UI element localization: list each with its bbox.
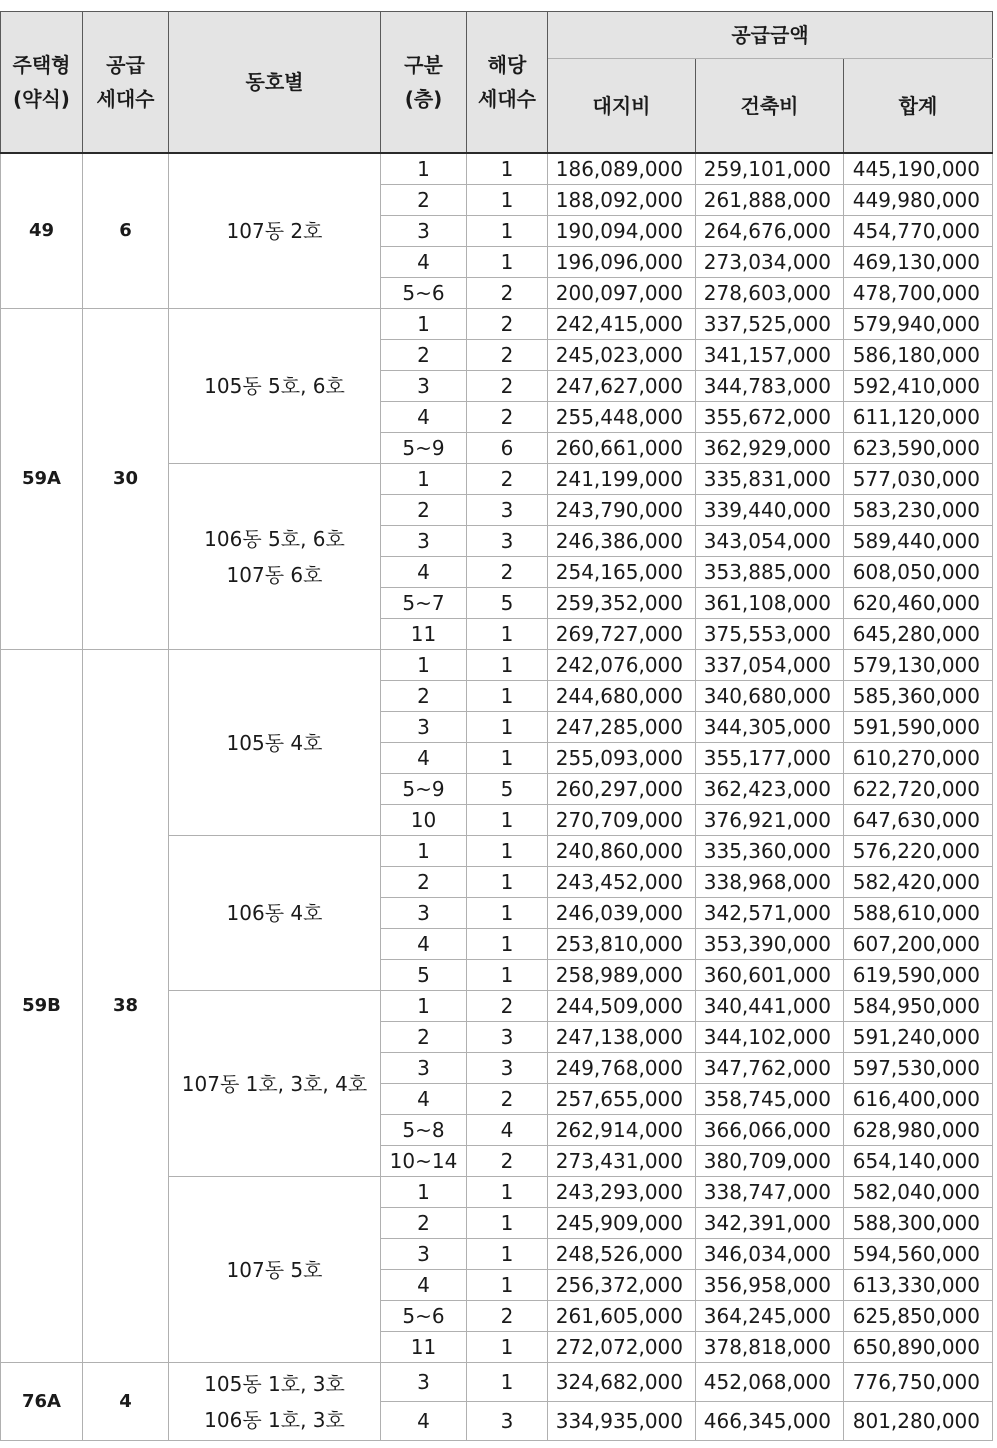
applicable-units-cell: 1 [467,1177,548,1208]
total-cost-cell: 645,280,000 [844,619,993,650]
applicable-units-cell: 2 [467,557,548,588]
floor-cell: 11 [381,1332,467,1363]
floor-cell: 4 [381,929,467,960]
total-cost-cell: 613,330,000 [844,1270,993,1301]
building-unit-label: 107동 1호, 3호, 4호 [181,1071,368,1096]
land-cost-cell: 272,072,000 [548,1332,696,1363]
floor-cell: 3 [381,216,467,247]
land-cost-cell: 244,509,000 [548,991,696,1022]
land-cost-cell: 248,526,000 [548,1239,696,1270]
building-unit-cell [169,1177,381,1363]
applicable-units-cell: 2 [467,309,548,340]
header-supply-amount: 공급금액 [548,12,993,59]
land-cost-cell: 254,165,000 [548,557,696,588]
applicable-units-cell: 6 [467,433,548,464]
supply-units-cell: 4 [83,1363,169,1441]
total-cost-cell: 628,980,000 [844,1115,993,1146]
land-cost-cell: 241,199,000 [548,464,696,495]
header-floor: 구분 (층) [381,12,467,154]
total-cost-cell: 589,440,000 [844,526,993,557]
land-cost-cell: 246,039,000 [548,898,696,929]
floor-cell: 5~8 [381,1115,467,1146]
building-unit-label: 107동 5호 [226,1257,323,1282]
header-applicable-units: 해당 세대수 [467,12,548,154]
construction-cost-cell: 366,066,000 [696,1115,844,1146]
applicable-units-cell: 1 [467,898,548,929]
land-cost-cell: 200,097,000 [548,278,696,309]
construction-cost-cell: 376,921,000 [696,805,844,836]
construction-cost-cell: 259,101,000 [696,153,844,185]
floor-cell: 4 [381,743,467,774]
applicable-units-cell: 5 [467,588,548,619]
floor-cell: 3 [381,1239,467,1270]
construction-cost-cell: 337,054,000 [696,650,844,681]
land-cost-cell: 270,709,000 [548,805,696,836]
total-cost-cell: 654,140,000 [844,1146,993,1177]
applicable-units-cell: 1 [467,650,548,681]
construction-cost-cell: 361,108,000 [696,588,844,619]
applicable-units-cell: 1 [467,867,548,898]
land-cost-cell: 269,727,000 [548,619,696,650]
floor-cell: 11 [381,619,467,650]
construction-cost-cell: 344,102,000 [696,1022,844,1053]
housing-type-cell: 49 [1,153,83,309]
supply-units-cell: 38 [83,650,169,1363]
total-cost-cell: 588,610,000 [844,898,993,929]
total-cost-cell: 622,720,000 [844,774,993,805]
applicable-units-cell: 4 [467,1115,548,1146]
applicable-units-cell: 2 [467,402,548,433]
floor-cell: 1 [381,464,467,495]
building-unit-label: 105동 1호, 3호 [204,1371,345,1396]
applicable-units-cell: 3 [467,1022,548,1053]
applicable-units-cell: 1 [467,805,548,836]
total-cost-cell: 608,050,000 [844,557,993,588]
floor-cell: 5~6 [381,1301,467,1332]
table-row [1,153,993,185]
land-cost-cell: 240,860,000 [548,836,696,867]
total-cost-cell: 585,360,000 [844,681,993,712]
total-cost-cell: 620,460,000 [844,588,993,619]
total-cost-cell: 445,190,000 [844,153,993,185]
construction-cost-cell: 356,958,000 [696,1270,844,1301]
header-land-cost: 대지비 [548,59,696,154]
total-cost-cell: 586,180,000 [844,340,993,371]
construction-cost-cell: 335,831,000 [696,464,844,495]
total-cost-cell: 584,950,000 [844,991,993,1022]
total-cost-cell: 583,230,000 [844,495,993,526]
applicable-units-cell: 1 [467,743,548,774]
land-cost-cell: 334,935,000 [548,1402,696,1441]
building-unit-label: 107동 6호 [226,562,323,587]
construction-cost-cell: 342,571,000 [696,898,844,929]
construction-cost-cell: 364,245,000 [696,1301,844,1332]
land-cost-cell: 273,431,000 [548,1146,696,1177]
building-unit-cell [169,309,381,464]
land-cost-cell: 190,094,000 [548,216,696,247]
land-cost-cell: 259,352,000 [548,588,696,619]
floor-cell: 4 [381,1084,467,1115]
total-cost-cell: 607,200,000 [844,929,993,960]
construction-cost-cell: 337,525,000 [696,309,844,340]
applicable-units-cell: 5 [467,774,548,805]
construction-cost-cell: 264,676,000 [696,216,844,247]
building-unit-cell [169,153,381,309]
applicable-units-cell: 3 [467,526,548,557]
applicable-units-cell: 1 [467,1363,548,1402]
land-cost-cell: 196,096,000 [548,247,696,278]
applicable-units-cell: 1 [467,960,548,991]
construction-cost-cell: 339,440,000 [696,495,844,526]
land-cost-cell: 256,372,000 [548,1270,696,1301]
applicable-units-cell: 1 [467,681,548,712]
construction-cost-cell: 347,762,000 [696,1053,844,1084]
total-cost-cell: 577,030,000 [844,464,993,495]
construction-cost-cell: 452,068,000 [696,1363,844,1402]
total-cost-cell: 579,940,000 [844,309,993,340]
construction-cost-cell: 360,601,000 [696,960,844,991]
table-row [1,650,993,681]
applicable-units-cell: 1 [467,1208,548,1239]
total-cost-cell: 616,400,000 [844,1084,993,1115]
floor-cell: 1 [381,991,467,1022]
construction-cost-cell: 353,885,000 [696,557,844,588]
construction-cost-cell: 343,054,000 [696,526,844,557]
building-unit-label: 105동 5호, 6호 [204,374,345,398]
total-cost-cell: 801,280,000 [844,1402,993,1441]
land-cost-cell: 258,989,000 [548,960,696,991]
construction-cost-cell: 273,034,000 [696,247,844,278]
construction-cost-cell: 340,680,000 [696,681,844,712]
land-cost-cell: 247,138,000 [548,1022,696,1053]
total-cost-cell: 582,420,000 [844,867,993,898]
construction-cost-cell: 353,390,000 [696,929,844,960]
floor-cell: 3 [381,712,467,743]
building-unit-cell [169,991,381,1177]
total-cost-cell: 650,890,000 [844,1332,993,1363]
total-cost-cell: 625,850,000 [844,1301,993,1332]
building-unit-label: 107동 2호 [226,219,323,243]
applicable-units-cell: 2 [467,371,548,402]
floor-cell: 3 [381,898,467,929]
construction-cost-cell: 341,157,000 [696,340,844,371]
total-cost-cell: 579,130,000 [844,650,993,681]
table-row [1,1363,993,1402]
floor-cell: 3 [381,526,467,557]
land-cost-cell: 253,810,000 [548,929,696,960]
total-cost-cell: 576,220,000 [844,836,993,867]
applicable-units-cell: 1 [467,1270,548,1301]
applicable-units-cell: 1 [467,247,548,278]
total-cost-cell: 454,770,000 [844,216,993,247]
total-cost-cell: 591,590,000 [844,712,993,743]
applicable-units-cell: 2 [467,340,548,371]
construction-cost-cell: 362,423,000 [696,774,844,805]
floor-cell: 1 [381,1177,467,1208]
applicable-units-cell: 2 [467,1146,548,1177]
applicable-units-cell: 1 [467,1332,548,1363]
construction-cost-cell: 358,745,000 [696,1084,844,1115]
floor-cell: 10~14 [381,1146,467,1177]
housing-type-cell: 59A [1,309,83,650]
building-unit-cell [169,836,381,991]
construction-cost-cell: 375,553,000 [696,619,844,650]
total-cost-cell: 588,300,000 [844,1208,993,1239]
floor-cell: 4 [381,402,467,433]
land-cost-cell: 255,448,000 [548,402,696,433]
header-building-unit: 동호별 [169,12,381,154]
applicable-units-cell: 2 [467,278,548,309]
total-cost-cell: 623,590,000 [844,433,993,464]
land-cost-cell: 262,914,000 [548,1115,696,1146]
floor-cell: 5~9 [381,774,467,805]
floor-cell: 10 [381,805,467,836]
land-cost-cell: 249,768,000 [548,1053,696,1084]
construction-cost-cell: 466,345,000 [696,1402,844,1441]
total-cost-cell: 478,700,000 [844,278,993,309]
applicable-units-cell: 3 [467,1053,548,1084]
total-cost-cell: 610,270,000 [844,743,993,774]
floor-cell: 5~7 [381,588,467,619]
construction-cost-cell: 346,034,000 [696,1239,844,1270]
land-cost-cell: 242,076,000 [548,650,696,681]
header-housing-type: 주택형 (약식) [1,12,83,154]
total-cost-cell: 647,630,000 [844,805,993,836]
land-cost-cell: 245,023,000 [548,340,696,371]
construction-cost-cell: 278,603,000 [696,278,844,309]
floor-cell: 3 [381,1053,467,1084]
floor-cell: 2 [381,681,467,712]
supply-price-table [0,11,993,1441]
land-cost-cell: 261,605,000 [548,1301,696,1332]
land-cost-cell: 244,680,000 [548,681,696,712]
applicable-units-cell: 1 [467,836,548,867]
land-cost-cell: 243,452,000 [548,867,696,898]
applicable-units-cell: 1 [467,712,548,743]
land-cost-cell: 247,285,000 [548,712,696,743]
building-unit-cell [169,650,381,836]
applicable-units-cell: 2 [467,464,548,495]
total-cost-cell: 597,530,000 [844,1053,993,1084]
building-unit-label: 106동 1호, 3호 [204,1407,345,1432]
floor-cell: 2 [381,1208,467,1239]
floor-cell: 4 [381,1402,467,1441]
housing-type-cell: 76A [1,1363,83,1441]
building-unit-label: 105동 4호 [226,730,323,755]
floor-cell: 1 [381,309,467,340]
construction-cost-cell: 344,305,000 [696,712,844,743]
applicable-units-cell: 1 [467,216,548,247]
floor-cell: 4 [381,557,467,588]
land-cost-cell: 255,093,000 [548,743,696,774]
construction-cost-cell: 338,747,000 [696,1177,844,1208]
applicable-units-cell: 2 [467,991,548,1022]
building-unit-label: 106동 5호, 6호 [204,526,345,551]
construction-cost-cell: 355,672,000 [696,402,844,433]
building-unit-cell [169,464,381,650]
construction-cost-cell: 335,360,000 [696,836,844,867]
floor-cell: 2 [381,867,467,898]
floor-cell: 2 [381,495,467,526]
land-cost-cell: 260,297,000 [548,774,696,805]
applicable-units-cell: 1 [467,1239,548,1270]
floor-cell: 3 [381,1363,467,1402]
total-cost-cell: 591,240,000 [844,1022,993,1053]
construction-cost-cell: 380,709,000 [696,1146,844,1177]
total-cost-cell: 582,040,000 [844,1177,993,1208]
applicable-units-cell: 2 [467,1301,548,1332]
floor-cell: 4 [381,247,467,278]
land-cost-cell: 246,386,000 [548,526,696,557]
floor-cell: 1 [381,836,467,867]
construction-cost-cell: 362,929,000 [696,433,844,464]
applicable-units-cell: 1 [467,185,548,216]
construction-cost-cell: 344,783,000 [696,371,844,402]
applicable-units-cell: 1 [467,929,548,960]
land-cost-cell: 243,293,000 [548,1177,696,1208]
land-cost-cell: 324,682,000 [548,1363,696,1402]
applicable-units-cell: 3 [467,495,548,526]
floor-cell: 1 [381,650,467,681]
header-construction-cost: 건축비 [696,59,844,154]
construction-cost-cell: 378,818,000 [696,1332,844,1363]
land-cost-cell: 247,627,000 [548,371,696,402]
applicable-units-cell: 1 [467,153,548,185]
land-cost-cell: 242,415,000 [548,309,696,340]
total-cost-cell: 776,750,000 [844,1363,993,1402]
total-cost-cell: 594,560,000 [844,1239,993,1270]
construction-cost-cell: 340,441,000 [696,991,844,1022]
housing-type-cell: 59B [1,650,83,1363]
total-cost-cell: 619,590,000 [844,960,993,991]
construction-cost-cell: 342,391,000 [696,1208,844,1239]
total-cost-cell: 611,120,000 [844,402,993,433]
header-supply-units: 공급 세대수 [83,12,169,154]
applicable-units-cell: 1 [467,619,548,650]
land-cost-cell: 260,661,000 [548,433,696,464]
floor-cell: 2 [381,340,467,371]
building-unit-cell [169,1363,381,1441]
total-cost-cell: 592,410,000 [844,371,993,402]
land-cost-cell: 186,089,000 [548,153,696,185]
land-cost-cell: 188,092,000 [548,185,696,216]
building-unit-label: 106동 4호 [226,901,323,925]
land-cost-cell: 245,909,000 [548,1208,696,1239]
floor-cell: 3 [381,371,467,402]
construction-cost-cell: 355,177,000 [696,743,844,774]
floor-cell: 5 [381,960,467,991]
land-cost-cell: 257,655,000 [548,1084,696,1115]
floor-cell: 2 [381,1022,467,1053]
floor-cell: 1 [381,153,467,185]
construction-cost-cell: 338,968,000 [696,867,844,898]
supply-units-cell: 6 [83,153,169,309]
total-cost-cell: 449,980,000 [844,185,993,216]
floor-cell: 5~6 [381,278,467,309]
construction-cost-cell: 261,888,000 [696,185,844,216]
land-cost-cell: 243,790,000 [548,495,696,526]
applicable-units-cell: 3 [467,1402,548,1441]
floor-cell: 2 [381,185,467,216]
table-body [1,153,993,1441]
total-cost-cell: 469,130,000 [844,247,993,278]
floor-cell: 5~9 [381,433,467,464]
floor-cell: 4 [381,1270,467,1301]
table-row [1,309,993,340]
applicable-units-cell: 2 [467,1084,548,1115]
supply-units-cell: 30 [83,309,169,650]
header-total: 합계 [844,59,993,154]
